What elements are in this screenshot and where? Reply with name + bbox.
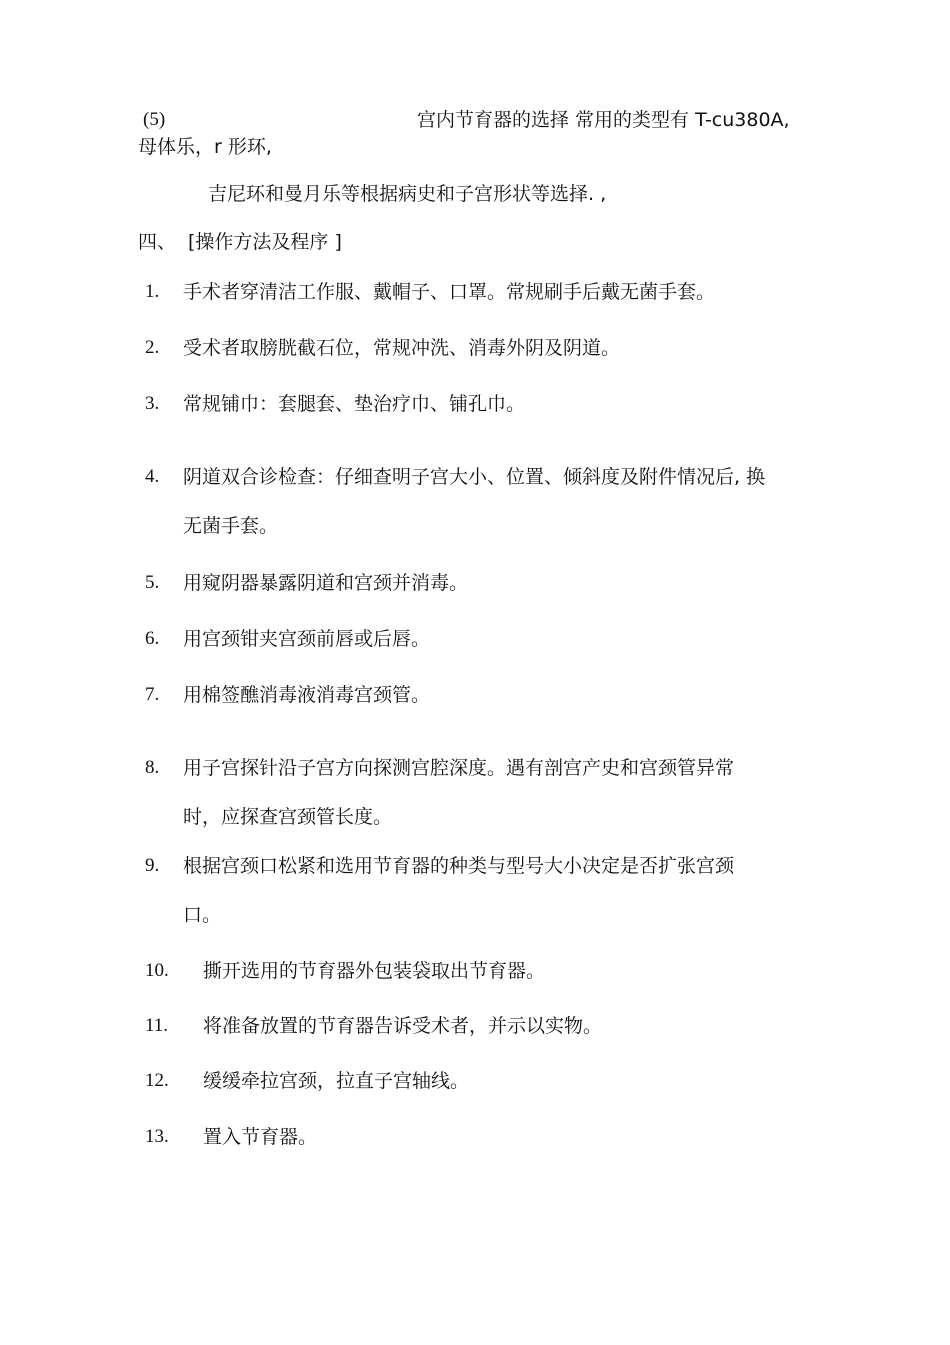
step-text: 根据宫颈口松紧和选用节育器的种类与型号大小决定是否扩张宫颈 [183, 855, 735, 877]
step-text: 受术者取膀胱截石位，常规冲洗、消毒外阴及阴道。 [183, 337, 621, 359]
step-number: 2. [145, 337, 160, 358]
item-label: (5) [143, 109, 166, 130]
step-text: 手术者穿清洁工作服、戴帽子、口罩。常规刷手后戴无菌手套。 [183, 281, 716, 303]
paragraph-line: 吉尼环和曼月乐等根据病史和子宫形状等选择. , [208, 183, 607, 205]
step-text-continued: 无菌手套。 [183, 515, 279, 537]
step-text: 撕开选用的节育器外包装袋取出节育器。 [203, 960, 546, 982]
step-text: 将准备放置的节育器告诉受术者，并示以实物。 [203, 1015, 603, 1037]
step-number: 12. [145, 1070, 169, 1091]
paragraph-line: 宫内节育器的选择 常用的类型有 T-cu380A, [417, 109, 790, 131]
step-number: 1. [145, 281, 160, 302]
step-number: 8. [145, 757, 160, 778]
step-text: 常规铺巾：套腿套、垫治疗巾、铺孔巾。 [183, 393, 526, 415]
step-text: 用子宫探针沿子宫方向探测宫腔深度。遇有剖宫产史和宫颈管异常 [183, 757, 735, 779]
step-text-continued: 时，应探查宫颈管长度。 [183, 806, 393, 828]
step-text: 用宫颈钳夹宫颈前唇或后唇。 [183, 628, 431, 650]
paragraph-line: 母体乐，r 形环, [138, 136, 272, 158]
step-number: 4. [145, 466, 160, 487]
step-number: 3. [145, 393, 160, 414]
step-number: 10. [145, 960, 169, 981]
section-number: 四、 [138, 231, 177, 253]
step-number: 13. [145, 1126, 169, 1147]
step-text: 用棉签醮消毒液消毒宫颈管。 [183, 684, 431, 706]
step-number: 5. [145, 572, 160, 593]
step-text: 用窥阴器暴露阴道和宫颈并消毒。 [183, 572, 469, 594]
step-text: 缓缓牵拉宫颈，拉直子宫轴线。 [203, 1070, 470, 1092]
step-text-continued: 口。 [183, 904, 222, 926]
step-text: 阴道双合诊检查：仔细查明子宫大小、位置、倾斜度及附件情况后, 换 [183, 466, 766, 488]
step-number: 9. [145, 855, 160, 876]
section-title: [操作方法及程序 ] [188, 231, 342, 253]
step-text: 置入节育器。 [203, 1126, 318, 1148]
step-number: 6. [145, 628, 160, 649]
step-number: 7. [145, 684, 160, 705]
step-number: 11. [145, 1015, 169, 1036]
